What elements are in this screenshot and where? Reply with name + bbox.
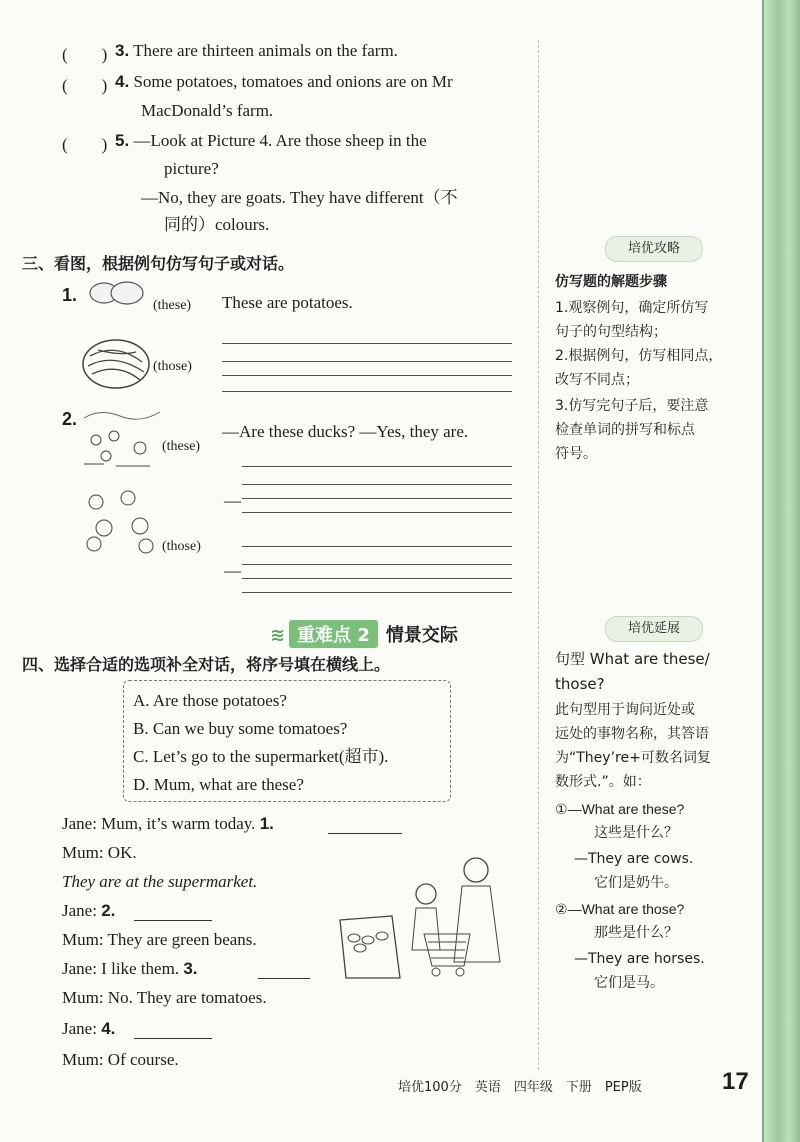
writing-line-2h[interactable]: [242, 592, 512, 593]
option-c: C. Let’s go to the supermarket(超市).: [133, 747, 389, 766]
dialogue-line-6: Mum: No. They are tomatoes.: [62, 988, 267, 1007]
sidebar1-line: 检查单词的拼写和标点: [555, 422, 695, 438]
sidebar-tag-extension: 培优延展: [605, 616, 703, 642]
section3-heading: 三、看图，根据例句仿写句子或对话。: [22, 254, 295, 273]
hens-illustration: [82, 488, 162, 554]
example-2-answer-cn: 它们是马。: [594, 975, 664, 991]
example-1-question: ①—What are these?: [555, 801, 685, 818]
question-5: 5. —Look at Picture 4. Are those sheep in the: [115, 131, 427, 150]
potatoes-illustration: [86, 280, 146, 306]
answer-blank-1[interactable]: [328, 833, 402, 834]
wave-icon: ≋: [270, 625, 286, 646]
item1-hint-these: (these): [153, 298, 192, 313]
sidebar1-line: 1.观察例句，确定所仿写: [555, 300, 709, 316]
green-beans-illustration: [80, 334, 152, 392]
dialogue-line-3: Jane: 2.: [62, 901, 116, 920]
option-d: D. Mum, what are these?: [133, 775, 304, 794]
example-2-question: ②—What are those?: [555, 901, 685, 918]
sidebar2-title: 句型 What are these/: [555, 650, 710, 668]
item2-dash-2: —: [224, 561, 241, 580]
option-a: A. Are those potatoes?: [133, 691, 287, 710]
sidebar1-line: 句子的句型结构；: [555, 324, 667, 340]
writing-line-1d[interactable]: [222, 391, 512, 392]
page-number: 17: [722, 1068, 749, 1095]
writing-line-2d[interactable]: [242, 512, 512, 513]
sidebar1-line: 符号。: [555, 446, 597, 462]
sidebar2-desc: 此句型用于询问近处或: [555, 702, 695, 718]
shopping-illustration: [340, 850, 512, 980]
answer-paren-4[interactable]: ( ): [62, 76, 108, 95]
item2-dash-1: —: [224, 491, 241, 510]
writing-line-2f[interactable]: [242, 564, 512, 565]
banner-label: 重难点 2: [289, 620, 378, 648]
writing-line-1c[interactable]: [222, 375, 512, 376]
sidebar2-title-cont: those?: [555, 675, 605, 693]
question-5-cont: picture?: [164, 159, 219, 178]
item1-hint-those: (those): [153, 359, 192, 374]
answer-paren-3[interactable]: ( ): [62, 45, 108, 64]
writing-line-2a[interactable]: [242, 466, 512, 467]
footer-book-info: 培优100分 英语 四年级 下册 PEP版: [398, 1080, 642, 1095]
writing-line-1b[interactable]: [222, 361, 512, 362]
ducks-illustration: [80, 406, 162, 470]
dialogue-line-1: Jane: Mum, it’s warm today. 1.: [62, 814, 274, 833]
answer-blank-2[interactable]: [134, 920, 212, 921]
answer-blank-3[interactable]: [258, 978, 310, 979]
dialogue-line-8: Mum: Of course.: [62, 1050, 179, 1069]
sidebar2-desc: 为“They’re+可数名词复: [555, 750, 711, 766]
section4-heading: 四、选择合适的选项补全对话，将序号填在横线上。: [22, 655, 391, 674]
dialogue-line-4: Mum: They are green beans.: [62, 930, 257, 949]
writing-line-2b[interactable]: [242, 484, 512, 485]
question-5-answer: —No, they are goats. They have different（不: [141, 188, 458, 207]
dialogue-narration: They are at the supermarket.: [62, 872, 258, 891]
example-2-answer: —They are horses.: [574, 951, 705, 967]
page-edge-decoration: [764, 0, 800, 1142]
item2-hint-these: (these): [162, 439, 201, 454]
question-3: 3. There are thirteen animals on the farm.: [115, 41, 398, 60]
item2-hint-those: (those): [162, 539, 201, 554]
sidebar1-line: 改写不同点；: [555, 372, 639, 388]
sidebar1-line: 3.仿写完句子后，要注意: [555, 398, 709, 414]
question-5-answer-cont: 同的）colours.: [164, 215, 270, 234]
example-1-answer: —They are cows.: [574, 851, 694, 867]
sidebar1-line: 2.根据例句，仿写相同点，: [555, 348, 723, 364]
question-4-cont: MacDonald’s farm.: [141, 101, 274, 120]
example-1-question-cn: 这些是什么？: [594, 825, 678, 841]
question-4: 4. Some potatoes, tomatoes and onions are on Mr: [115, 72, 453, 91]
key-point-banner: [270, 620, 458, 648]
item1-example: These are potatoes.: [222, 293, 353, 312]
answer-blank-4[interactable]: [134, 1038, 212, 1039]
sidebar2-desc: 远处的事物名称，其答语: [555, 726, 709, 742]
writing-line-2e[interactable]: [242, 546, 512, 547]
sidebar2-desc: 数形式.”。如：: [555, 774, 651, 790]
item2-example: —Are these ducks? —Yes, they are.: [222, 422, 469, 441]
column-divider: [538, 40, 539, 1070]
sidebar-tag-strategy: 培优攻略: [605, 236, 703, 262]
banner-title: 情景交际: [385, 625, 458, 646]
item2-number: 2.: [62, 409, 78, 429]
dialogue-line-7: Jane: 4.: [62, 1019, 116, 1038]
dialogue-line-5: Jane: I like them. 3.: [62, 959, 198, 978]
sidebar1-title: 仿写题的解题步骤: [555, 274, 667, 290]
writing-line-1a[interactable]: [222, 343, 512, 344]
example-1-answer-cn: 它们是奶牛。: [594, 875, 678, 891]
item1-number: 1.: [62, 285, 78, 305]
dialogue-line-2: Mum: OK.: [62, 843, 137, 862]
answer-paren-5[interactable]: ( ): [62, 135, 108, 154]
example-2-question-cn: 那些是什么？: [594, 925, 678, 941]
writing-line-2g[interactable]: [242, 578, 512, 579]
option-b: B. Can we buy some tomatoes?: [133, 719, 348, 738]
writing-line-2c[interactable]: [242, 498, 512, 499]
